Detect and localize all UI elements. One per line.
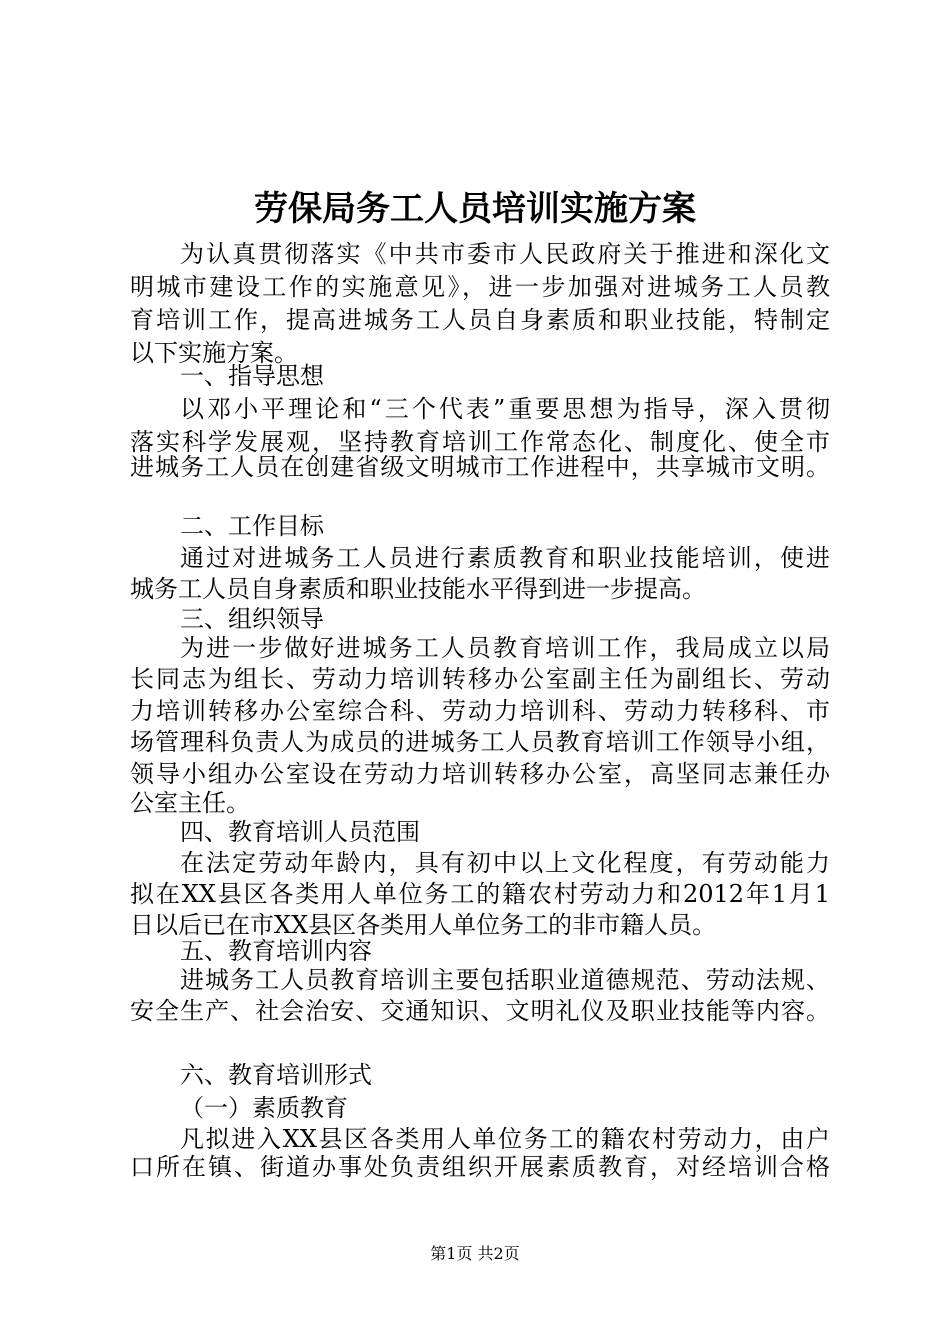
document-title: 劳保局务工人员培训实施方案 — [254, 189, 696, 229]
section-heading: 一、指导思想 — [180, 362, 324, 390]
paragraph-line: 进城务工人员在创建省级文明城市工作进程中，共享城市文明。 — [130, 453, 830, 481]
paragraph-line: 城务工人员自身素质和职业技能水平得到进一步提高。 — [130, 575, 706, 603]
paragraph-line: 公室主任。 — [130, 789, 250, 817]
section-heading: 三、组织领导 — [180, 605, 324, 633]
paragraph-line: 通过对进城务工人员进行素质教育和职业技能培训，使进 — [180, 544, 830, 572]
paragraph-line: 拟在XX县区各类用人单位务工的籍农村劳动力和2012年1月1 — [130, 880, 830, 908]
section-heading: 五、教育培训内容 — [180, 937, 372, 965]
paragraph-line: 力培训转移办公室综合科、劳动力培训科、劳动力转移科、市 — [130, 697, 830, 725]
paragraph-line: 明城市建设工作的实施意见》，进一步加强对进城务工人员教 — [130, 273, 830, 301]
paragraph-line: 以下实施方案。 — [130, 339, 298, 367]
paragraph-line: 口所在镇、街道办事处负责组织开展素质教育，对经培训合格 — [130, 1153, 830, 1181]
paragraph-line: 领导小组办公室设在劳动力培训转移办公室，高坚同志兼任办 — [130, 760, 830, 788]
paragraph-line: 为进一步做好进城务工人员教育培训工作，我局成立以局 — [180, 634, 830, 662]
page-number: 第1页 共2页 — [430, 1244, 520, 1263]
paragraph-line: 在法定劳动年龄内，具有初中以上文化程度，有劳动能力 — [180, 849, 830, 877]
paragraph-line: 落实科学发展观，坚持教育培训工作常态化、制度化、使全市 — [130, 428, 830, 456]
paragraph-line: 为认真贯彻落实《中共市委市人民政府关于推进和深化文 — [180, 240, 830, 268]
paragraph-line: 安全生产、社会治安、交通知识、文明礼仪及职业技能等内容。 — [130, 997, 830, 1025]
paragraph-line: 凡拟进入XX县区各类用人单位务工的籍农村劳动力，由户 — [180, 1125, 830, 1153]
paragraph-line: 进城务工人员教育培训主要包括职业道德规范、劳动法规、 — [180, 966, 830, 994]
section-heading: 二、工作目标 — [180, 512, 324, 540]
section-heading: 四、教育培训人员范围 — [180, 818, 420, 846]
paragraph-line: 育培训工作，提高进城务工人员自身素质和职业技能，特制定 — [130, 306, 830, 334]
subsection-heading: （一）素质教育 — [180, 1094, 348, 1122]
paragraph-line: 以邓小平理论和“三个代表”重要思想为指导，深入贯彻 — [180, 395, 830, 423]
paragraph-line: 日以后已在市XX县区各类用人单位务工的非市籍人员。 — [130, 911, 717, 939]
paragraph-line: 长同志为组长、劳动力培训转移办公室副主任为副组长、劳动 — [130, 665, 830, 693]
paragraph-line: 场管理科负责人为成员的进城务工人员教育培训工作领导小组， — [130, 728, 830, 756]
section-heading: 六、教育培训形式 — [180, 1061, 372, 1089]
